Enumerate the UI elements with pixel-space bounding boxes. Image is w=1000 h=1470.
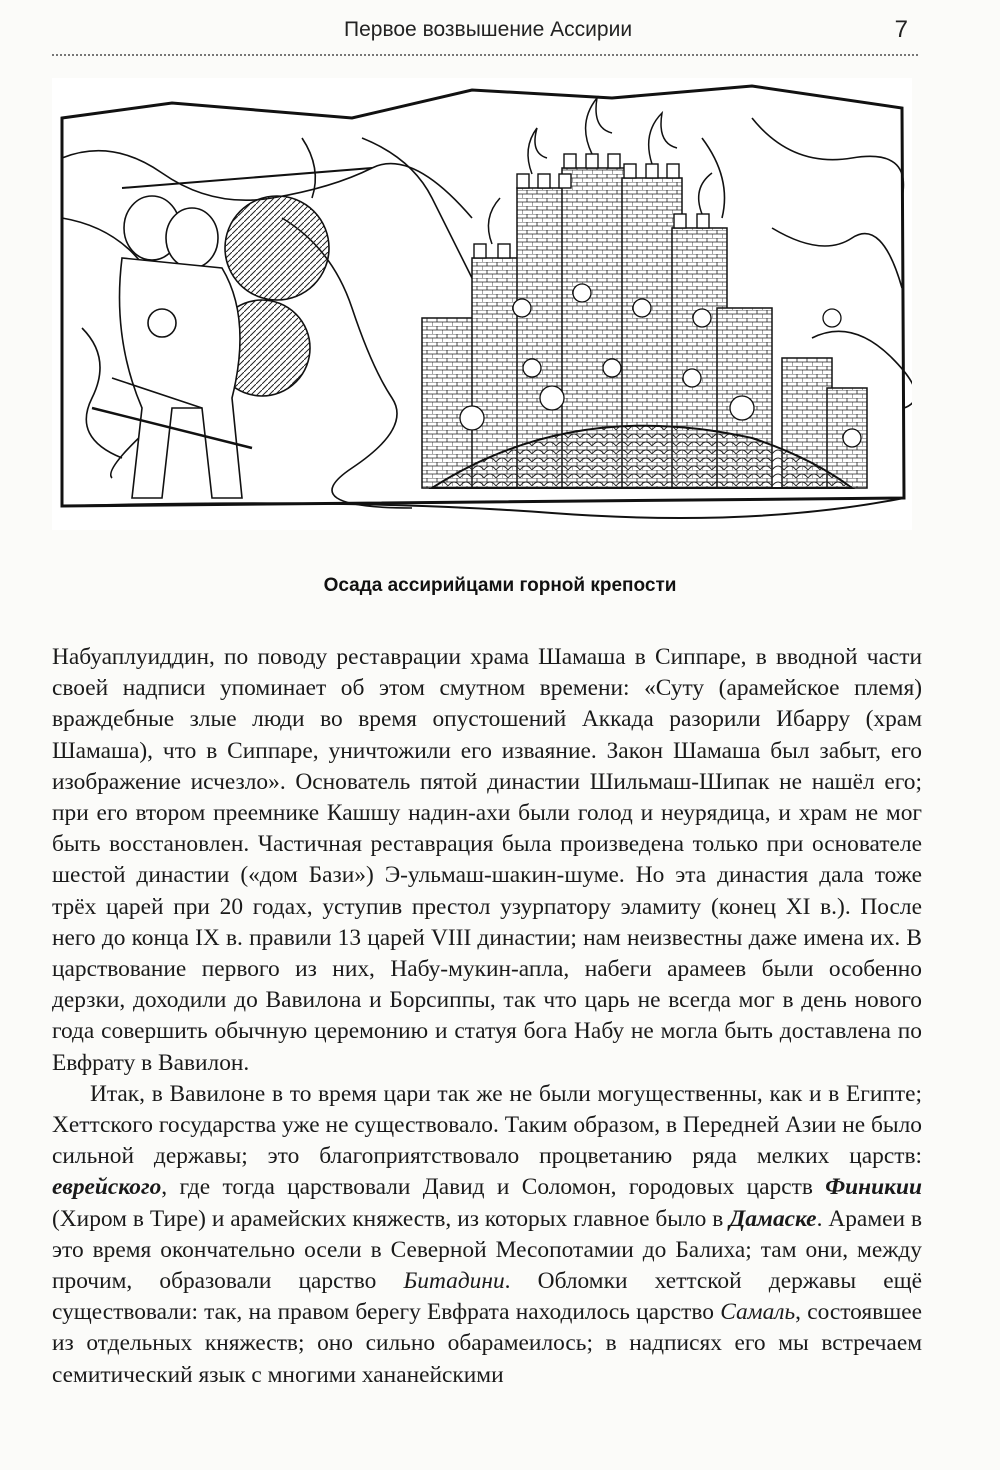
paragraph-text: , состоявшее из отдельных княжеств; оно сильно обарамеилось; в надписях его мы встречаем семитический язык с многими хананейскими	[52, 1299, 922, 1388]
paragraph-text: (Хиром в Тире) и арамейских княжеств, из которых главное было в	[52, 1205, 730, 1232]
emphasis-term: Дамаске	[729, 1205, 817, 1232]
page-number: 7	[894, 16, 908, 43]
paragraph-text: Набуаплуиддин, по поводу реставрации храма Шамаша в Сиппаре, в вводной части своей надписи упоминает об этом смутном времени: «Суту (арамейское племя) враждебные злые люди во время опустошений Аккада разорили Ибарру (храм Шамаша), что в Сиппаре, уничтожили его изваяние. Закон Шамаша был забыт, его изображение исчезло». Основатель пятой династии Шильмаш-Шипак не нашёл его; при его втором преемнике Кашшу надин-ахи были голод и неурядица, и храм не мог быть восстановлен. Частичная реставрация была произведена только при основателе шестой династии («дом Бази») Э-ульмаш-шакин-шуме. Но эта династия дала тоже трёх царей при 20 годах, уступив престол узурпатору эламиту (конец XI в.). После него до конца IX в. правили 13 царей VIII династии; нам неизвестны даже имена их. В царствование первого из них, Набу-мукин-апла, набеги арамеев были особенно дерзки, доходили до Вавилона и Борсиппы, так что царь не всегда мог в день нового года совершить обычную церемонию и статуя бога Набу не могла быть доставлена по Евфрату в Вавилон.	[52, 644, 922, 1076]
emphasis-term: еврейского	[52, 1174, 162, 1201]
paragraph-text: Итак, в Вавилоне в то время цари так же не были могущественны, как и в Египте; Хеттского государства уже не существовало. Таким образом, в Передней Азии не было сильной державы; это благоприятствовало процветанию ряда мелких царств:	[52, 1080, 922, 1170]
paragraph-text: , где тогда царствовали Давид и Соломон, городовых царств	[161, 1174, 826, 1201]
emphasis-term: Финикии	[825, 1174, 922, 1201]
figure-caption: Осада ассирийцами горной крепости	[323, 575, 677, 596]
siege-illustration	[52, 78, 912, 530]
running-title: Первое возвышение Ассирии	[344, 18, 633, 41]
italic-term: Битадини	[403, 1268, 505, 1295]
running-header	[52, 14, 918, 56]
paragraph	[52, 1079, 922, 1391]
body-text	[52, 642, 922, 1391]
paragraph	[52, 642, 922, 1079]
italic-term: Самаль	[720, 1299, 796, 1326]
paragraph-text: . Арамеи в это время окончательно осели в Северной Месопотамии до Балиха; там они, между прочим, образовали царство	[52, 1205, 922, 1295]
siege-illustration-icon	[52, 78, 912, 530]
paragraph-text: . Обломки хеттской державы ещё существовали: так, на правом берегу Евфрата находилось царство	[52, 1268, 922, 1326]
